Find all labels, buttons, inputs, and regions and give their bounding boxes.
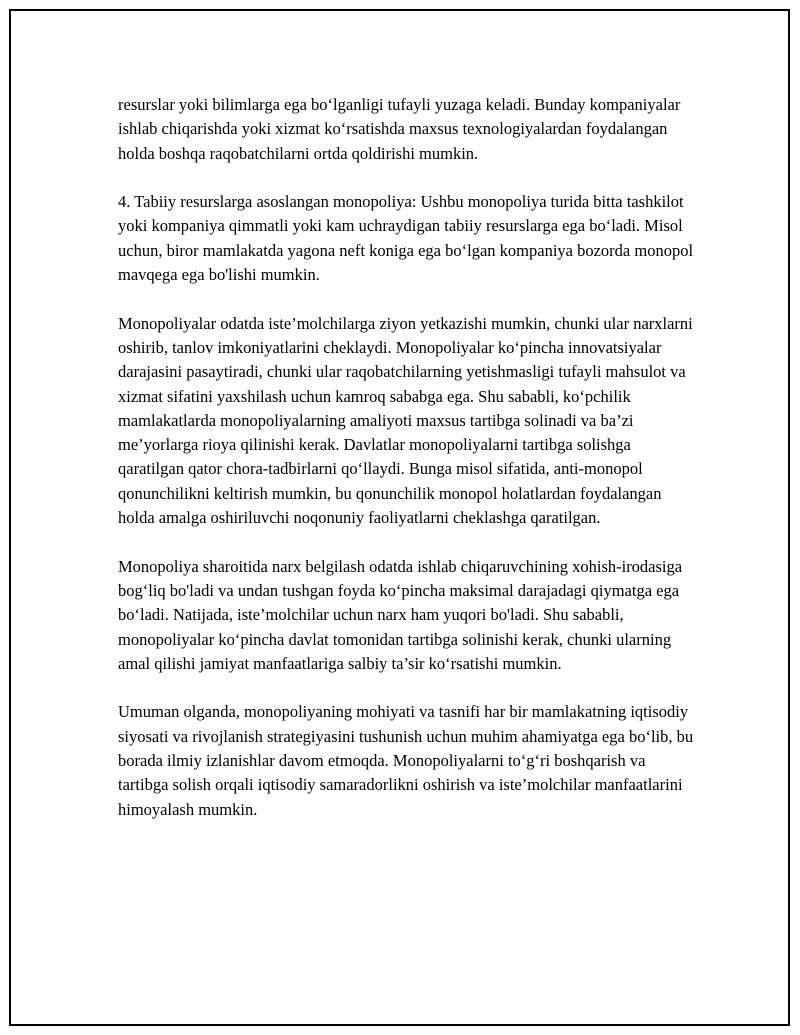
paragraph-natural-resource-monopoly: 4. Tabiiy resurslarga asoslangan monopoliya: Ushbu monopoliya turida bitta tashkilot yoki kompaniya qimmatli yoki kam uchraydigan tabiiy resurslarga ega bo‘ladi. Misol uchun, biror mamlakatda yagona neft koniga ega bo‘lgan kompaniya bozorda monopol mavqega ega bo'lishi mumkin. bbox=[118, 192, 694, 285]
document-body bbox=[118, 93, 698, 822]
paragraph-monopoly-harm-regulation: Monopoliyalar odatda iste’molchilarga ziyon yetkazishi mumkin, chunki ular narxlarni oshirib, tanlov imkoniyatlarini cheklaydi. Monopoliyalar ko‘pincha innovatsiyalar darajasini pasaytiradi, chunki ular raqobatchilarning yetishmasligi tufayli mahsulot va xizmat sifatini yaxshilash uchun kamroq sababga ega. Shu sababli, ko‘pchilik mamlakatlarda monopoliyalarning amaliyoti maxsus tartibga solinadi va ba’zi me’yorlarga rioya qilinishi kerak. Davlatlar monopoliyalarni tartibga solishga qaratilgan qator chora-tadbirlarni qo‘llaydi. Bunga misol sifatida, anti-monopol qonunchilikni keltirish mumkin, bu qonunchilik monopol holatlardan foydalangan holda amalga oshiriluvchi noqonuniy faoliyatlarni cheklashga qaratilgan. bbox=[118, 313, 693, 528]
paragraph-technology-monopoly-continued: resurslar yoki bilimlarga ega bo‘lganligi tufayli yuzaga keladi. Bunday kompaniyalar ishlab chiqarishda yoki xizmat ko‘rsatishda maxsus texnologiyalardan foydalangan holda boshqa raqobatchilarni ortda qoldirishi mumkin. bbox=[118, 95, 681, 163]
paragraph-monopoly-pricing: Monopoliya sharoitida narx belgilash odatda ishlab chiqaruvchining xohish-irodasiga bog‘liq bo'ladi va undan tushgan foyda ko‘pincha maksimal darajadagi qiymatga ega bo‘ladi. Natijada, iste’molchilar uchun narx ham yuqori bo'ladi. Shu sababli, monopoliyalar ko‘pincha davlat tomonidan tartibga solinishi kerak, chunki ularning amal qilishi jamiyat manfaatlariga salbiy ta’sir ko‘rsatishi mumkin. bbox=[118, 556, 683, 673]
paragraph-conclusion: Umuman olganda, monopoliyaning mohiyati va tasnifi har bir mamlakatning iqtisodiy siyosati va rivojlanish strategiyasini tushunish uchun muhim ahamiyatga ega bo‘lib, bu borada ilmiy izlanishlar davom etmoqda. Monopoliyalarni to‘g‘ri boshqarish va tartibga solish orqali iqtisodiy samaradorlikni oshirish va iste’molchilar manfaatlarini himoyalash mumkin. bbox=[118, 702, 694, 819]
